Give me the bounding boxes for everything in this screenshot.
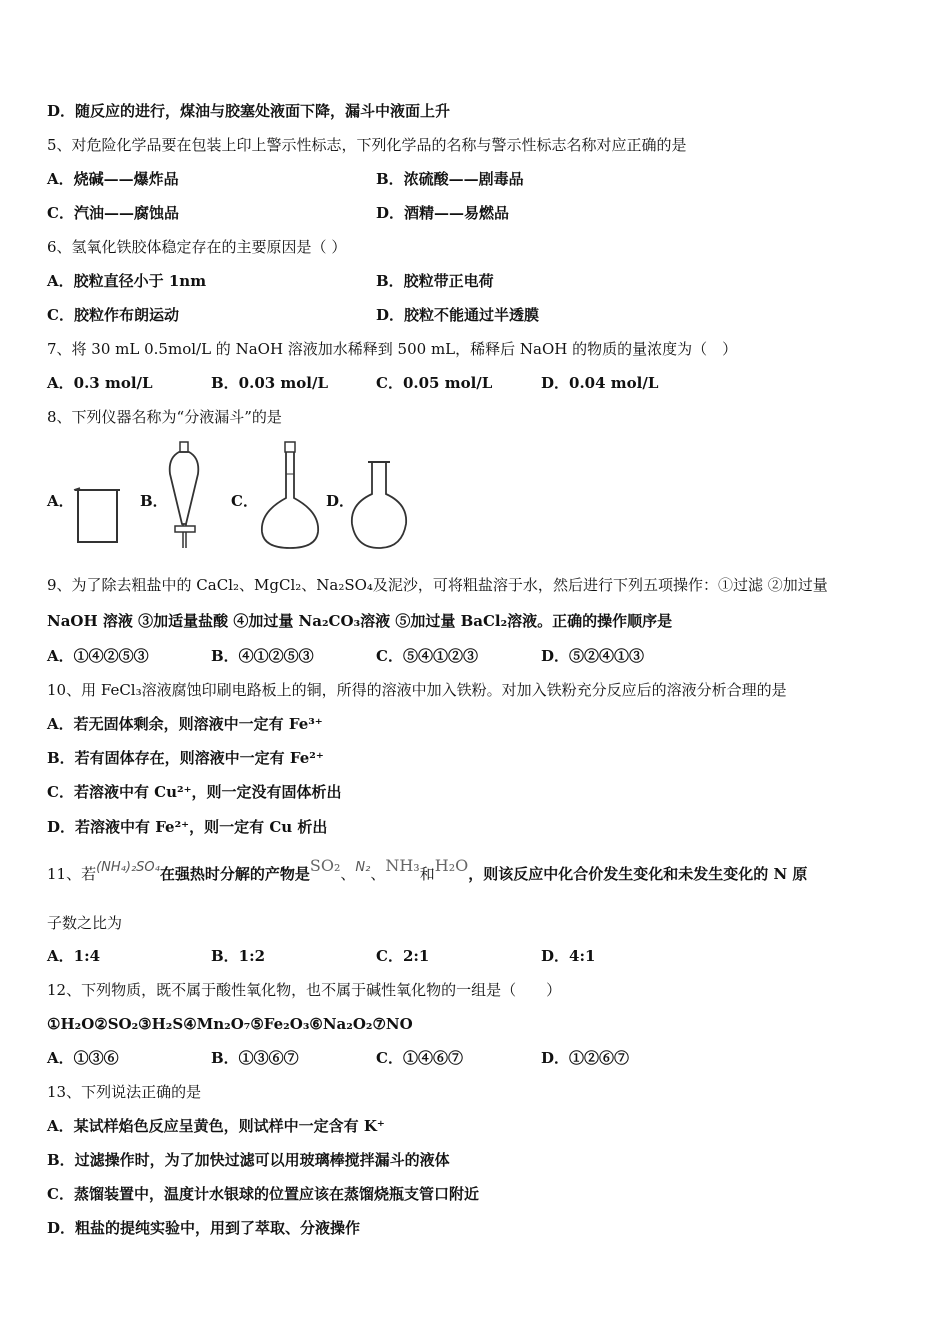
q13-stem: 13、下列说法正确的是 [47,1083,202,1101]
q11-sep1: 、 [340,865,356,883]
q8-label-c: C． [231,492,258,510]
q11-sep2: 、 [370,865,386,883]
q11-option-a: A．1:4 [47,947,101,965]
q11-stem-line1 [47,856,808,883]
q12-option-d: D．①②⑥⑦ [541,1049,630,1067]
q13-option-d: D．粗盐的提纯实验中，用到了萃取、分液操作 [47,1219,361,1237]
q12-option-b: B．①③⑥⑦ [211,1049,299,1067]
q10-option-b: B．若有固体存在，则溶液中一定有 Fe²⁺ [47,749,324,767]
q11-mid-text: 在强热时分解的产物是 [159,865,310,883]
q9-option-b: B．④①②⑤③ [211,647,314,665]
q11-formula-so2: SO₂ [309,856,341,875]
q6-option-d: D．胶粒不能通过半透膜 [376,306,540,324]
q10-option-d: D．若溶液中有 Fe²⁺，则一定有 Cu 析出 [47,818,328,836]
q11-formula-ammonium-sulfate: (NH₄)₂SO₄ [96,860,160,875]
beaker-icon [72,486,124,546]
q7-option-d: D．0.04 mol/L [541,374,659,392]
q5-stem: 5、对危险化学品要在包装上印上警示性标志，下列化学品的名称与警示性标志名称对应正确的是 [47,136,687,154]
q4-option-d: D．随反应的进行，煤油与胶塞处液面下降，漏斗中液面上升 [47,102,451,120]
q9-stem-line1: 9、为了除去粗盐中的 CaCl₂、MgCl₂、Na₂SO₄及泥沙，可将粗盐溶于水，然后进行下列五项操作：①过滤 ②加过量 [47,576,828,594]
q5-option-c: C．汽油——腐蚀品 [47,204,179,222]
q5-option-d: D．酒精——易燃品 [376,204,510,222]
q11-option-c: C．2:1 [376,947,430,965]
q9-stem-line2: NaOH 溶液 ③加适量盐酸 ④加过量 Na₂CO₃溶液 ⑤加过量 BaCl₂溶液。正确的操作顺序是 [47,612,673,630]
q12-option-a: A．①③⑥ [47,1049,119,1067]
q5-option-a: A．烧碱——爆炸品 [47,170,179,188]
q10-option-c: C．若溶液中有 Cu²⁺，则一定没有固体析出 [47,783,342,801]
volumetric-flask-icon [256,440,324,552]
q6-stem: 6、氢氧化铁胶体稳定存在的主要原因是（ ） [47,238,347,256]
q9-option-a: A．①④②⑤③ [47,647,149,665]
q7-stem: 7、将 30 mL 0.5mol/L 的 NaOH 溶液加水稀释到 500 mL，稀释后 NaOH 的物质的量浓度为（ ） [47,340,738,358]
q12-option-c: C．①④⑥⑦ [376,1049,463,1067]
q13-option-b: B．过滤操作时，为了加快过滤可以用玻璃棒搅拌漏斗的液体 [47,1151,450,1169]
q9-option-d: D．⑤②④①③ [541,647,645,665]
q8-label-a: A． [47,492,74,510]
q11-prefix: 11、若 [47,865,97,883]
q12-stem: 12、下列物质，既不属于酸性氧化物，也不属于碱性氧化物的一组是（ ） [47,981,562,999]
q11-sep3: 和 [419,865,435,883]
q8-label-d: D． [326,492,355,510]
q7-option-a: A．0.3 mol/L [47,374,153,392]
q13-option-c: C．蒸馏装置中，温度计水银球的位置应该在蒸馏烧瓶支管口附近 [47,1185,479,1203]
q6-option-c: C．胶粒作布朗运动 [47,306,179,324]
q8-stem: 8、下列仪器名称为“分液漏斗”的是 [47,408,282,426]
q6-option-b: B．胶粒带正电荷 [376,272,494,290]
q11-formula-h2o: H₂O [434,856,469,875]
q8-label-b: B． [140,492,168,510]
q6-option-a: A．胶粒直径小于 1nm [47,272,207,290]
q11-option-d: D．4:1 [541,947,596,965]
q11-formula-n2: N₂ [355,860,371,875]
round-bottom-flask-icon [346,458,412,552]
q11-suffix: ，则该反应中化合价发生变化和未发生变化的 N 原 [468,865,808,883]
q10-option-a: A．若无固体剩余，则溶液中一定有 Fe³⁺ [47,715,323,733]
q11-stem-line2: 子数之比为 [47,914,123,932]
q10-stem: 10、用 FeCl₃溶液腐蚀印刷电路板上的铜，所得的溶液中加入铁粉。对加入铁粉充分反应后的溶液分析合理的是 [47,681,787,699]
q9-option-c: C．⑤④①②③ [376,647,478,665]
q13-option-a: A．某试样焰色反应呈黄色，则试样中一定含有 K⁺ [47,1117,385,1135]
q7-option-b: B．0.03 mol/L [211,374,329,392]
q5-option-b: B．浓硫酸——剧毒品 [376,170,524,188]
q12-substance-list: ①H₂O②SO₂③H₂S④Mn₂O₇⑤Fe₂O₃⑥Na₂O₂⑦NO [47,1015,413,1033]
q7-option-c: C．0.05 mol/L [376,374,493,392]
q11-formula-nh3: NH₃ [385,856,420,875]
separatory-funnel-icon [162,440,206,552]
q11-option-b: B．1:2 [211,947,266,965]
